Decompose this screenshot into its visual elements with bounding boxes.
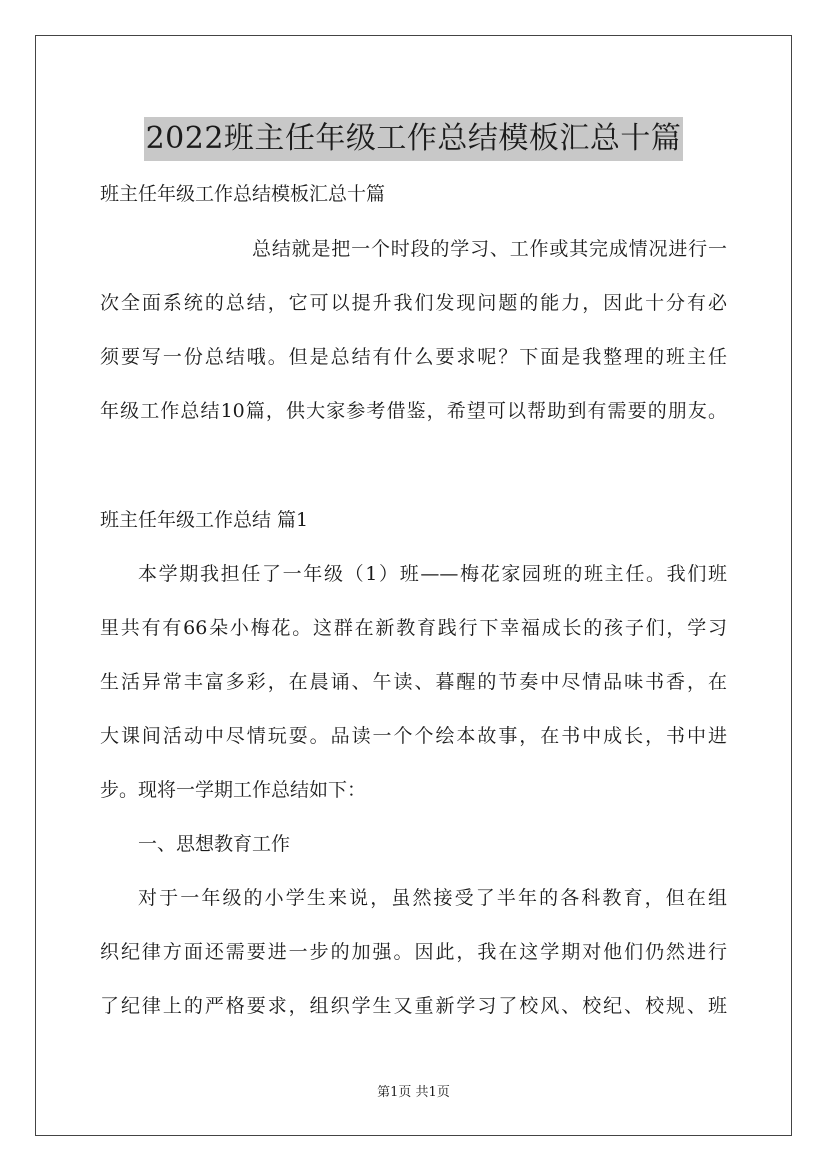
body-line: 年级工作总结10篇，供大家参考借鉴，希望可以帮助到有需要的朋友。	[100, 400, 727, 422]
body-line: 本学期我担任了一年级（1）班——梅花家园班的班主任。我们班	[138, 563, 727, 585]
body-line: 次全面系统的总结，它可以提升我们发现问题的能力，因此十分有必	[100, 292, 727, 314]
body-line: 里共有有66朵小梅花。这群在新教育践行下幸福成长的孩子们，学习	[100, 617, 727, 639]
section-heading: 班主任年级工作总结 篇1	[100, 509, 309, 531]
document-title: 2022班主任年级工作总结模板汇总十篇	[144, 117, 684, 161]
subsection-heading: 一、思想教育工作	[138, 833, 291, 855]
subtitle-line: 班主任年级工作总结模板汇总十篇	[100, 183, 386, 205]
body-line: 大课间活动中尽情玩耍。品读一个个绘本故事，在书中成长，书中进	[100, 725, 727, 747]
body-line: 总结就是把一个时段的学习、工作或其完成情况进行一	[252, 238, 727, 260]
page-footer: 第1页 共1页	[377, 1085, 450, 1100]
body-line: 步。现将一学期工作总结如下：	[100, 779, 367, 801]
body-line: 生活异常丰富多彩，在晨诵、午读、暮醒的节奏中尽情品味书香，在	[100, 671, 727, 693]
title-container	[0, 97, 827, 181]
body-line: 须要写一份总结哦。但是总结有什么要求呢？下面是我整理的班主任	[100, 346, 727, 368]
body-line: 织纪律方面还需要进一步的加强。因此，我在这学期对他们仍然进行	[100, 941, 727, 963]
body-line: 对于一年级的小学生来说，虽然接受了半年的各科教育，但在组	[138, 887, 727, 909]
body-line: 了纪律上的严格要求，组织学生又重新学习了校风、校纪、校规、班	[100, 995, 727, 1017]
